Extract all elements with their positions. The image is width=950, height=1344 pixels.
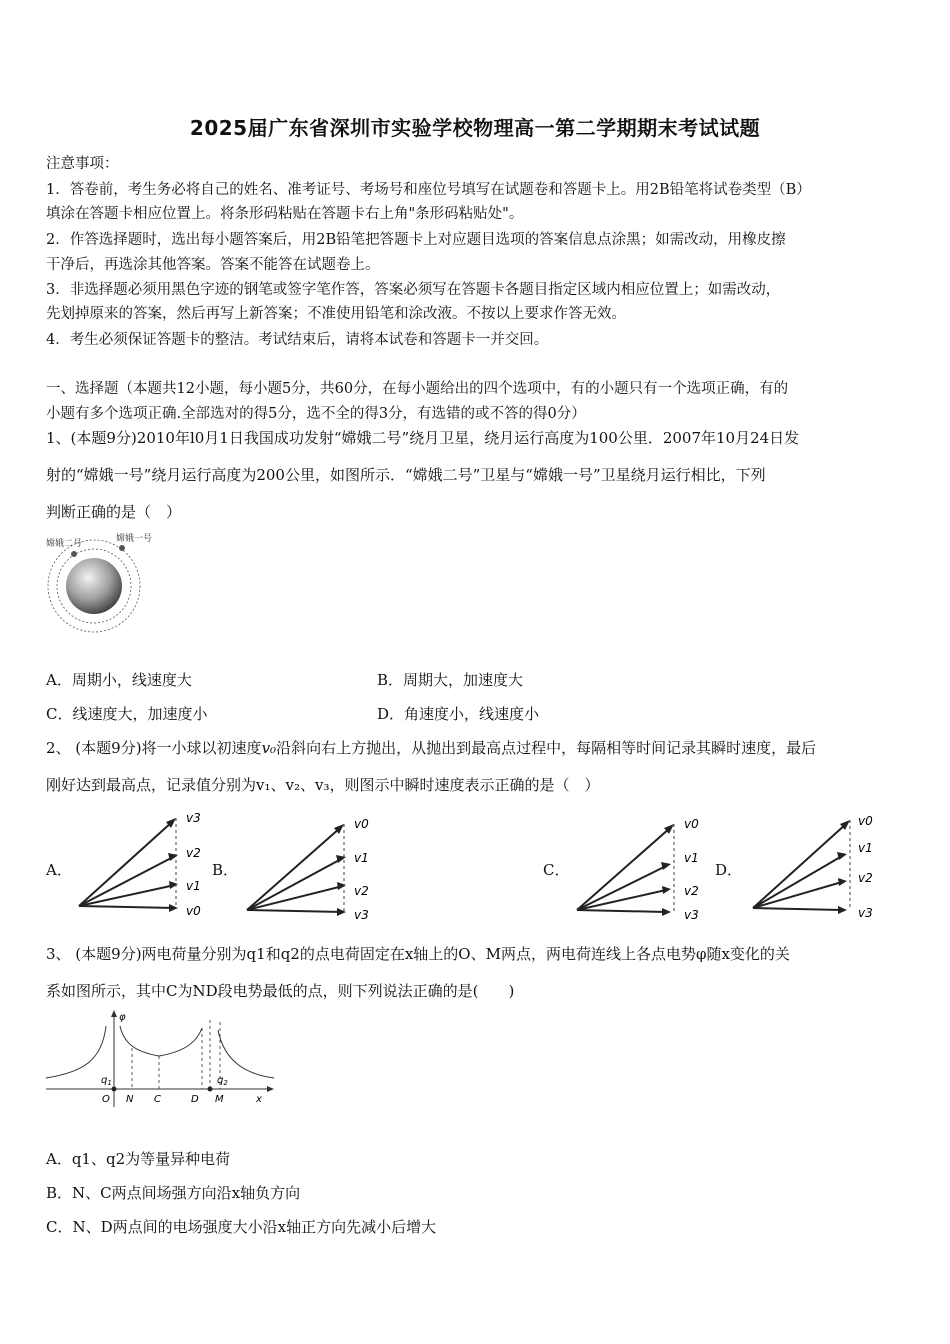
q2-line-1-prefix: 2、 (本题9分)将一小球以初速度: [46, 739, 262, 757]
notice-line-5: 3．非选择题必须用黑色字迹的钢笔或签字笔作答，答案必须写在答题卡各题目指定区域内相应位置上；如需改动，: [46, 282, 781, 298]
axis-phi: φ: [119, 1012, 126, 1023]
label-o: O: [102, 1094, 110, 1105]
q2-option-c-label[interactable]: C．: [543, 861, 570, 879]
fig-b-v1: v1: [354, 851, 369, 865]
fig-d-v0: v0: [858, 814, 873, 828]
fig-a-v2: v2: [186, 846, 201, 860]
q2-option-b-label[interactable]: B．: [212, 861, 239, 879]
fig-a-v3: v3: [186, 811, 201, 825]
fig-c-v2: v2: [684, 884, 699, 898]
label-q1: $q_1$: [101, 1075, 112, 1087]
q1-option-b[interactable]: B．周期大，加速度大: [377, 671, 524, 689]
section-line-1: 一、选择题（本题共12小题，每小题5分，共60分，在每小题给出的四个选项中，有的小题只有一个选项正确，有的: [46, 381, 789, 397]
notice-heading: 注意事项：: [46, 156, 119, 172]
q3-potential-graph: [44, 1008, 276, 1110]
notice-line-3: 2．作答选择题时，选出每小题答案后，用2B铅笔把答题卡上对应题目选项的答案信息点涂黑；如需改动，用橡皮擦: [46, 232, 786, 248]
notice-line-4: 干净后，再选涂其他答案。答案不能答在试题卷上。: [46, 257, 380, 273]
q2-line-2: 刚好达到最高点，记录值分别为v₁、v₂、v₃，则图示中瞬时速度表示正确的是（ ）: [46, 776, 600, 794]
q1-line-3: 判断正确的是（ ）: [46, 503, 182, 521]
fig-d-v2: v2: [858, 871, 873, 885]
q2-line-1: [46, 737, 908, 758]
fig-b-v3: v3: [354, 908, 369, 922]
label-n: N: [126, 1094, 134, 1105]
notice-line-1: 1．答卷前，考生务必将自己的姓名、准考证号、考场号和座位号填写在试题卷和答题卡上。用2B铅笔将试卷类型（B）: [46, 182, 811, 198]
fig-c-v0: v0: [684, 817, 699, 831]
moon: [66, 558, 122, 614]
label-x: x: [256, 1094, 262, 1105]
q3-line-1: 3、 (本题9分)两电荷量分别为q1和q2的点电荷固定在x轴上的O、M两点，两电荷连线上各点电势φ随x变化的关: [46, 945, 790, 963]
notice-line-6: 先划掉原来的答案，然后再写上新答案；不准使用铅笔和涂改液。不按以上要求作答无效。: [46, 306, 626, 322]
q2-line-1-suffix: 沿斜向右上方抛出，从抛出到最高点过程中，每隔相等时间记录其瞬时速度，最后: [276, 739, 817, 757]
q2-figure-b: [240, 812, 380, 927]
label-chang-e-2: 嫦娥二号: [46, 539, 83, 549]
q3-line-2: 系如图所示，其中C为ND段电势最低的点，则下列说法正确的是( ): [46, 982, 515, 1000]
q2-figure-c: [570, 812, 710, 927]
fig-c-v3: v3: [684, 908, 699, 922]
q3-option-c[interactable]: C．N、D两点间的电场强度大小沿x轴正方向先减小后增大: [46, 1218, 437, 1236]
notice-line-2: 填涂在答题卡相应位置上。将条形码粘贴在答题卡右上角"条形码粘贴处"。: [46, 206, 524, 222]
q2-figure-a: [72, 808, 212, 923]
fig-b-v0: v0: [354, 817, 369, 831]
label-q2: $q_2$: [217, 1075, 228, 1087]
q2-option-d-label[interactable]: D．: [715, 861, 743, 879]
fig-c-v1: v1: [684, 851, 699, 865]
q3-option-b[interactable]: B．N、C两点间场强方向沿x轴负方向: [46, 1184, 301, 1202]
page-title: 2025届广东省深圳市实验学校物理高一第二学期期末考试试题: [189, 116, 761, 140]
q1-orbit-figure: [44, 532, 174, 636]
label-d: D: [191, 1094, 199, 1105]
q2-v0-var: v₀: [261, 739, 277, 757]
fig-a-v0: v0: [186, 904, 201, 918]
q2-option-a-label[interactable]: A．: [46, 861, 72, 879]
q1-line-1: 1、(本题9分)2010年l0月1日我国成功发射“嫦娥二号”绕月卫星，绕月运行高度为100公里．2007年10月24日发: [46, 429, 800, 447]
q1-line-2: 射的“嫦娥一号”绕月运行高度为200公里，如图所示．“嫦娥二号”卫星与“嫦娥一号”卫星绕月运行相比，下列: [46, 466, 766, 484]
fig-d-v1: v1: [858, 841, 873, 855]
fig-d-v3: v3: [858, 906, 873, 920]
fig-b-v2: v2: [354, 884, 369, 898]
label-chang-e-1: 嫦娥一号: [116, 534, 153, 544]
fig-a-v1: v1: [186, 879, 201, 893]
label-m: M: [215, 1094, 224, 1105]
notice-line-7: 4．考生必须保证答题卡的整洁。考试结束后，请将本试卷和答题卡一并交回。: [46, 332, 549, 348]
q1-option-a[interactable]: A．周期小，线速度大: [46, 671, 192, 689]
label-c: C: [154, 1094, 161, 1105]
q2-figure-d: [746, 810, 886, 925]
q1-option-c[interactable]: C．线速度大，加速度小: [46, 705, 208, 723]
q3-option-a[interactable]: A．q1、q2为等量异种电荷: [46, 1150, 231, 1168]
satellite-inner: [71, 551, 77, 557]
q1-option-d[interactable]: D．角速度小，线速度小: [377, 705, 540, 723]
satellite-outer: [119, 545, 125, 551]
section-line-2: 小题有多个选项正确.全部选对的得5分，选不全的得3分，有选错的或不答的得0分）: [46, 406, 586, 422]
